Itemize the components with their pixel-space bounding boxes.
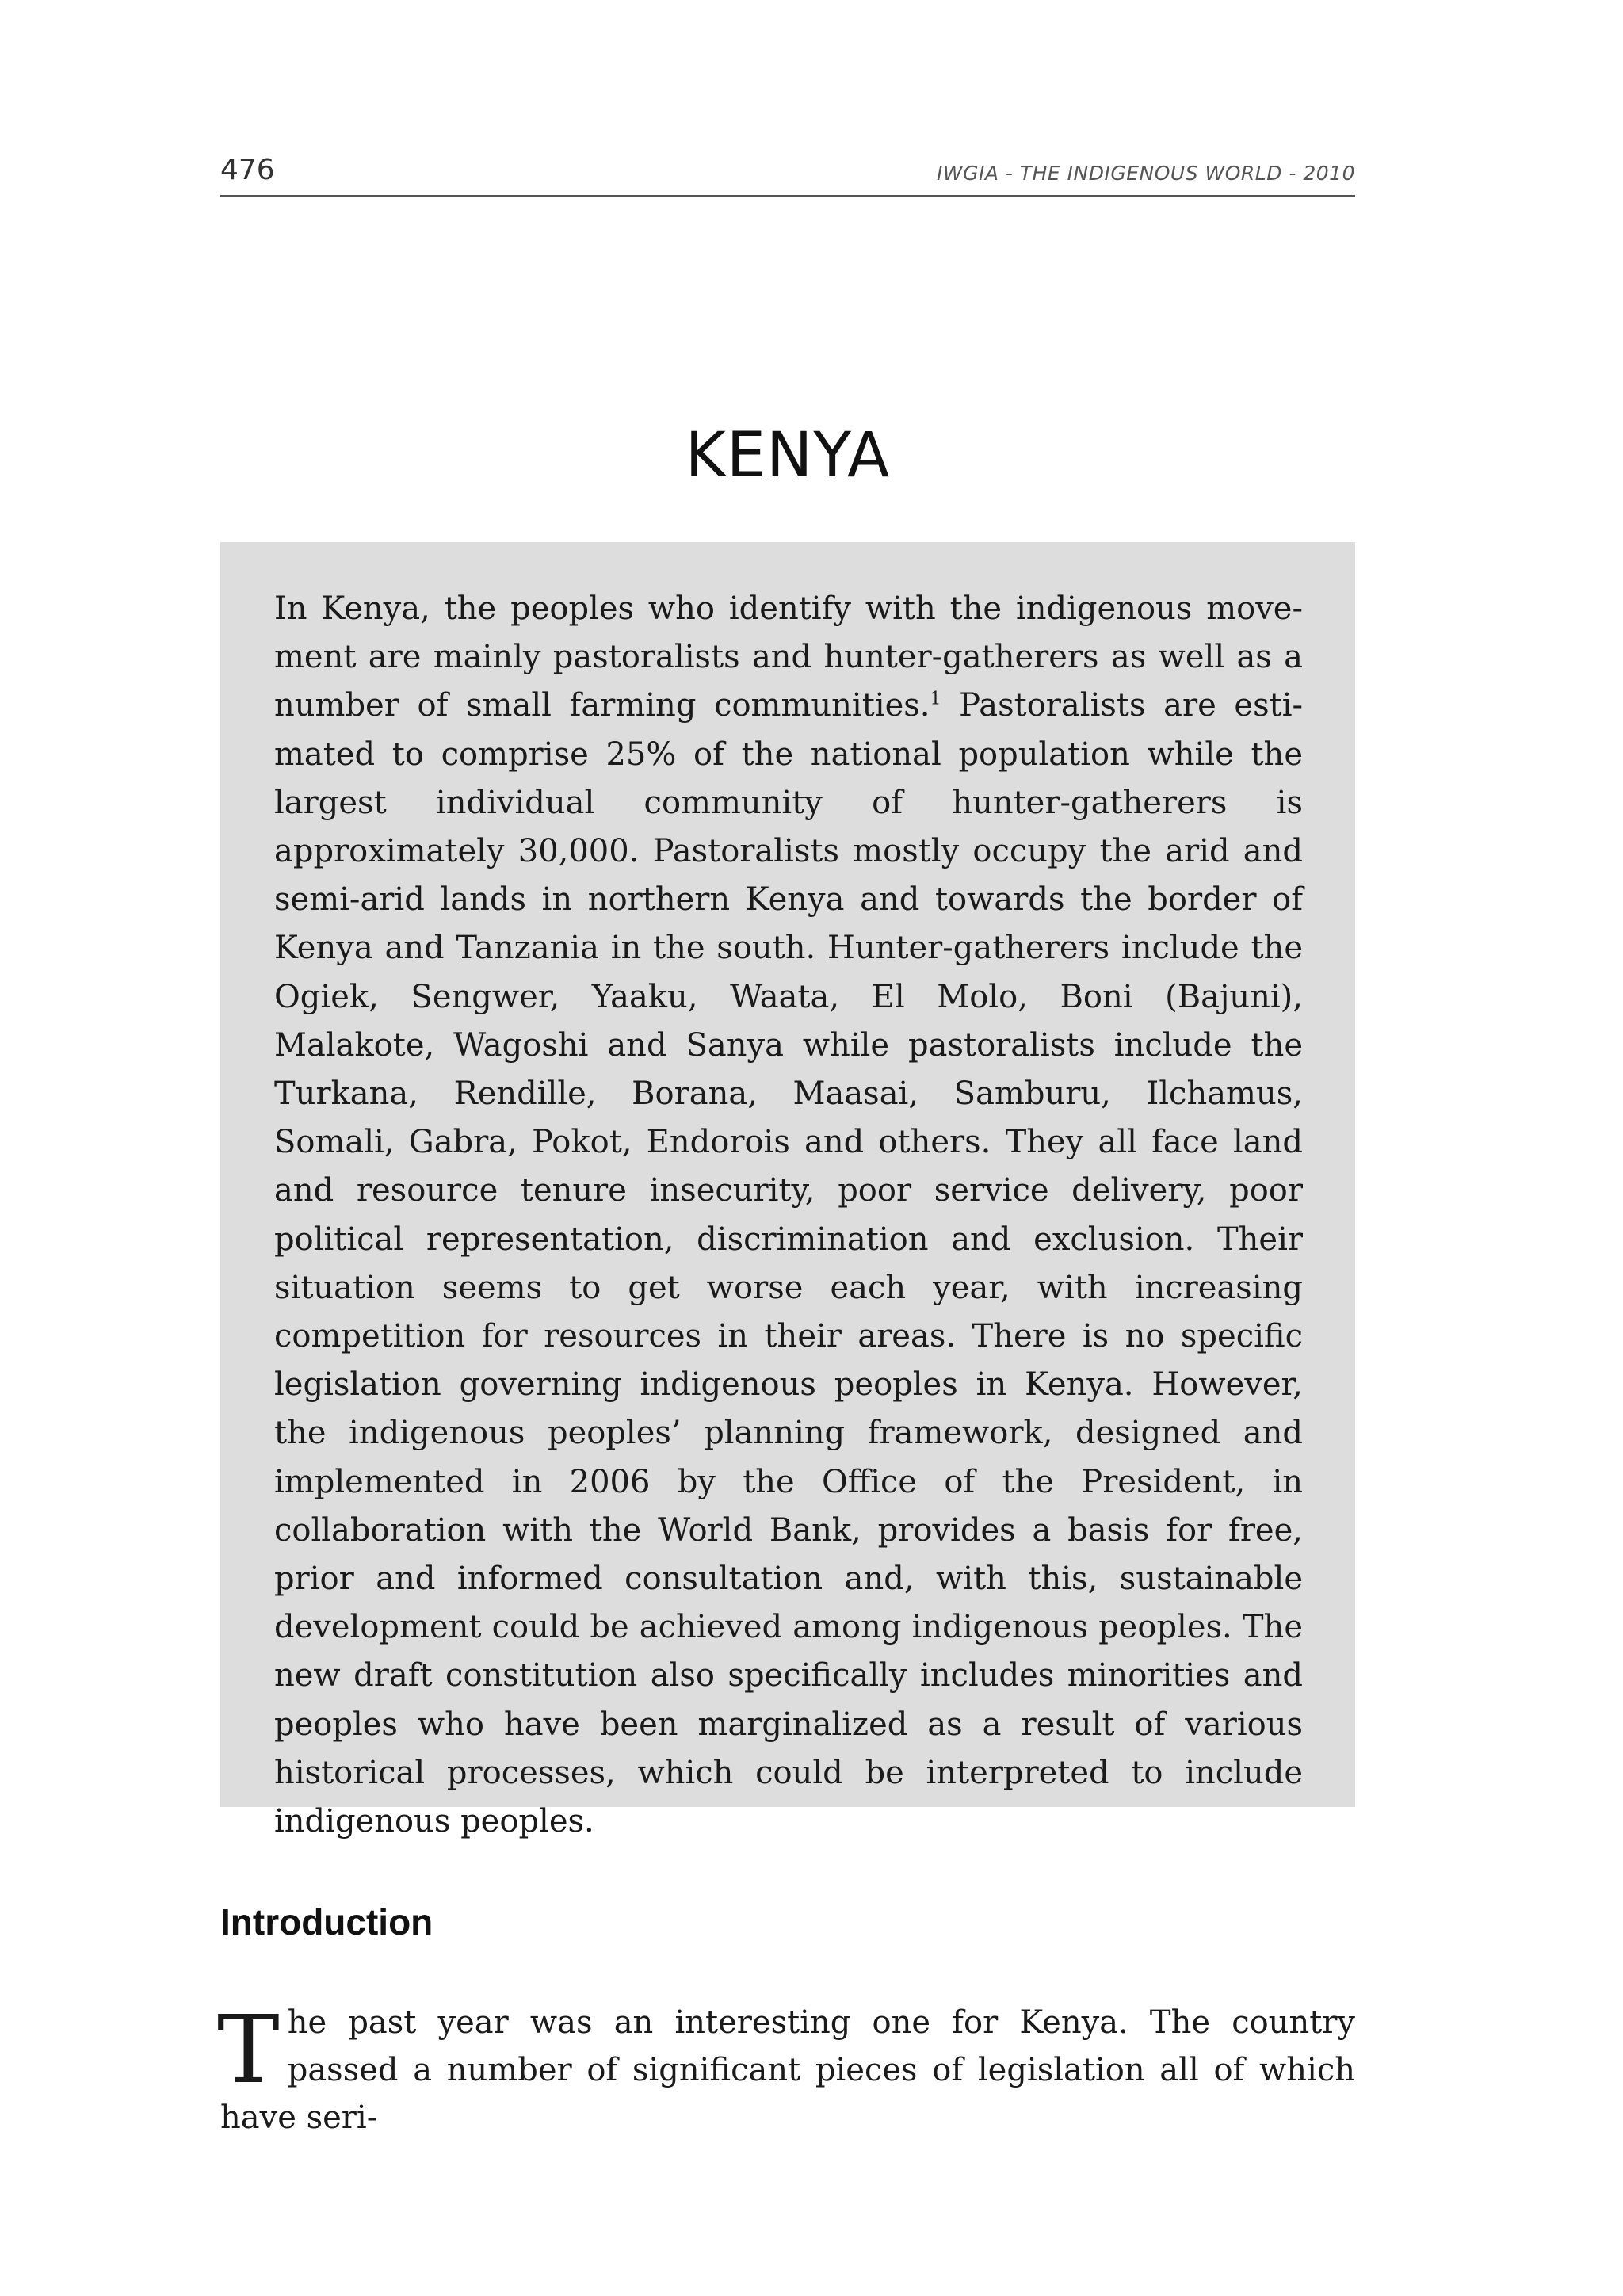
- running-head: IWGIA - THE INDIGENOUS WORLD - 2010: [936, 162, 1355, 185]
- drop-cap: T: [217, 1995, 280, 2104]
- summary-box: [220, 542, 1355, 1840]
- summary-text-part-2: Pastoralists are estimated to comprise 25% of the national population while the largest individual community of hunter-gatherers is approximately 30,000. Pastoralists mostly occupy the arid and semi-arid lands in northern Kenya and towards the border of Kenya and Tanzania in the south. Hunter-gatherers include the Ogiek, Sengwer, Yaaku, Waata, El Molo, Boni (Bajuni), Malakote, Wagoshi and Sanya while pastoralists include the Turkana, Rendille, Borana, Maasai, Samburu, Ilchamus, Somali, Gabra, Pokot, Endorois and others. They all face land and resource tenure insecurity, poor service delivery, poor political representation, discrimination and exclusion. Their situation seems to get worse each year, with increasing competition for resources in their areas. There is no specific legislation governing indigenous peoples in Kenya. However, the indigenous peoples’ planning framework, designed and implemented in 2006 by the Office of the President, in collaboration with the World Bank, provides a basis for free, prior and informed consultation and, with this, sustainable development could be achieved among indigenous peoples. The new draft constitution also specifically includes minorities and peoples who have been marginalized as a result of various historical processes, which could be interpreted to include indigenous peoples.: [274, 687, 1304, 1840]
- introduction-paragraph: [217, 1995, 1355, 2141]
- footnote-reference[interactable]: 1: [930, 690, 941, 710]
- page-header: [220, 151, 1355, 197]
- page-number: 476: [220, 154, 275, 186]
- introduction-text: he past year was an interesting one for Kenya. The country passed a number of significant pieces of legislation all of which have seri-: [220, 2004, 1355, 2136]
- chapter-title: KENYA: [685, 420, 891, 491]
- section-heading-introduction: Introduction: [220, 1901, 433, 1943]
- summary-text: [274, 585, 1303, 1846]
- summary-text-part-1: In Kenya, the peoples who identify with the indigenous movement are mainly pastoralists and hunter-gatherers as well as a number of small farming communities.: [274, 590, 1303, 724]
